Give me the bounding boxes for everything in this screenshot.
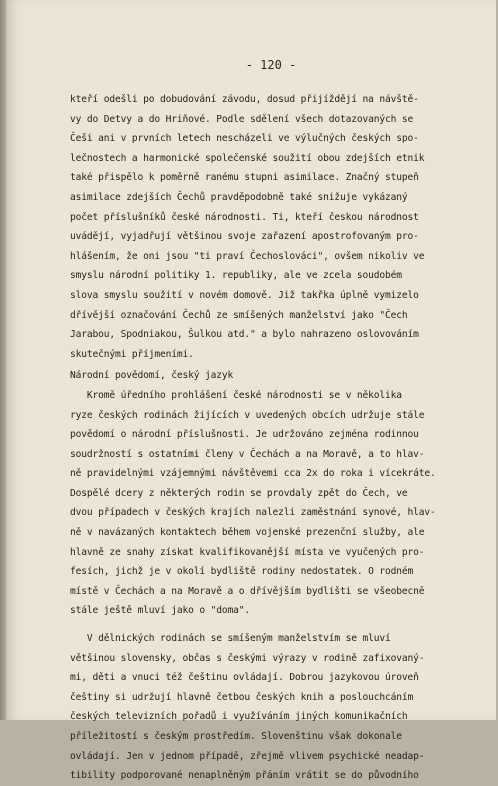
- text-line: Češi ani v prvních letech nescházeli ve výlučných českých spo-: [70, 133, 419, 145]
- text-line: V dělnických rodinách se smíšeným manželstvím se mluví: [70, 633, 391, 645]
- text-line: Jarabou, Spodniakou, Šulkou atd." a bylo nahrazeno oslovováním: [70, 329, 419, 341]
- text-line: dvou případech v českých krajích nalezli zaměstnání synové, hlav-: [70, 507, 436, 519]
- text-line: povědomí o národní příslušnosti. Je udržováno zejména rodinnou: [70, 429, 419, 441]
- text-line: Dospělé dcery z některých rodin se provdaly zpět do Čech, ve: [70, 487, 408, 499]
- document-page: [6, 0, 496, 782]
- text-line: tibility podporované nenaplněným přáním vrátit se do původního: [70, 770, 419, 782]
- text-line: počet příslušníků české národnosti. Ti, kteří českou národnost: [70, 211, 419, 223]
- text-line: hlavně ze snahy získat kvalifikovanější místa ve vyučených pro-: [70, 546, 425, 558]
- text-line: dřívější označování Čechů ze smíšených manželství jako "Čech: [70, 309, 408, 321]
- text-line: Kromě úředního prohlášení české národnosti se v několika: [70, 389, 402, 401]
- paragraph-3: [70, 629, 466, 786]
- page-number: - 120 -: [245, 58, 297, 72]
- page-body: [70, 90, 466, 786]
- text-line: kteří odešli po dobudování závodu, dosud přijíždějí na návště-: [70, 94, 419, 105]
- text-line: asimilace zdejších Čechů pravděpodobně také snižuje vykázaný: [70, 191, 408, 203]
- text-line: příležitostí s českým prostředím. Slovenštinu však dokonale: [70, 731, 402, 742]
- text-line: skutečnými příjmeními.: [70, 348, 194, 360]
- section-heading: Národní povědomí, český jazyk: [70, 370, 234, 382]
- text-line: soudržností s ostatními členy v Čechách a na Moravě, a to hlav-: [70, 448, 425, 460]
- text-line: hlášením, že oni jsou "ti praví Čechoslováci", ovšem nikoliv ve: [70, 250, 425, 262]
- text-line: lečnostech a harmonické společenské soužití obou zdejších etnik: [70, 152, 425, 164]
- text-line: ně v navázaných kontaktech během vojenské prezenční služby, ale: [70, 527, 425, 539]
- text-line: smyslu národní politiky 1. republiky, ale ve zcela soudobém: [70, 270, 402, 282]
- text-line: českých televizních pořadů i využíváním jiných komunikačních: [70, 711, 408, 723]
- text-line: mi, děti a vnuci též češtinu ovládají. Dobrou jazykovou úroveň: [70, 672, 419, 684]
- text-line: místě v Čechách a na Moravě a o dřívějším bydlišti se všeobecně: [70, 585, 425, 597]
- text-line: vy do Detvy a do Hriňové. Podle sdělení všech dotazovaných se: [70, 113, 414, 125]
- paragraph-1: [70, 90, 466, 364]
- text-line: ně pravidelnými vzájemnými návštěvemi cca 2x do roka i vícekráte.: [70, 468, 436, 480]
- text-line: stále ještě mluví jako o "doma".: [70, 605, 251, 617]
- text-line: fesích, jichž je v okolí bydliště rodiny nedostatek. O rodném: [70, 566, 414, 578]
- paragraph-2: [70, 386, 466, 621]
- text-line: slova smyslu soužití v novém domově. Již takřka úplně vymizelo: [70, 289, 419, 301]
- text-line: češtiny si udržují hlavně četbou českých knih a poslouchcáním: [70, 691, 414, 703]
- text-line: ovládají. Jen v jednom případě, zřejmě vlivem psychické neadap-: [70, 750, 425, 762]
- text-line: uvádějí, vyjadřují většinou svoje zařazení apostrofovaným pro-: [70, 231, 419, 243]
- text-line: ryze českých rodinách žijících v uvedených obcích udržuje stále: [70, 409, 425, 421]
- text-line: také přispělo k poměrně ranému stupni asimilace. Značný stupeň: [70, 172, 419, 184]
- text-line: většinou slovensky, občas s českými výrazy v rodině zafixovaný-: [70, 652, 425, 664]
